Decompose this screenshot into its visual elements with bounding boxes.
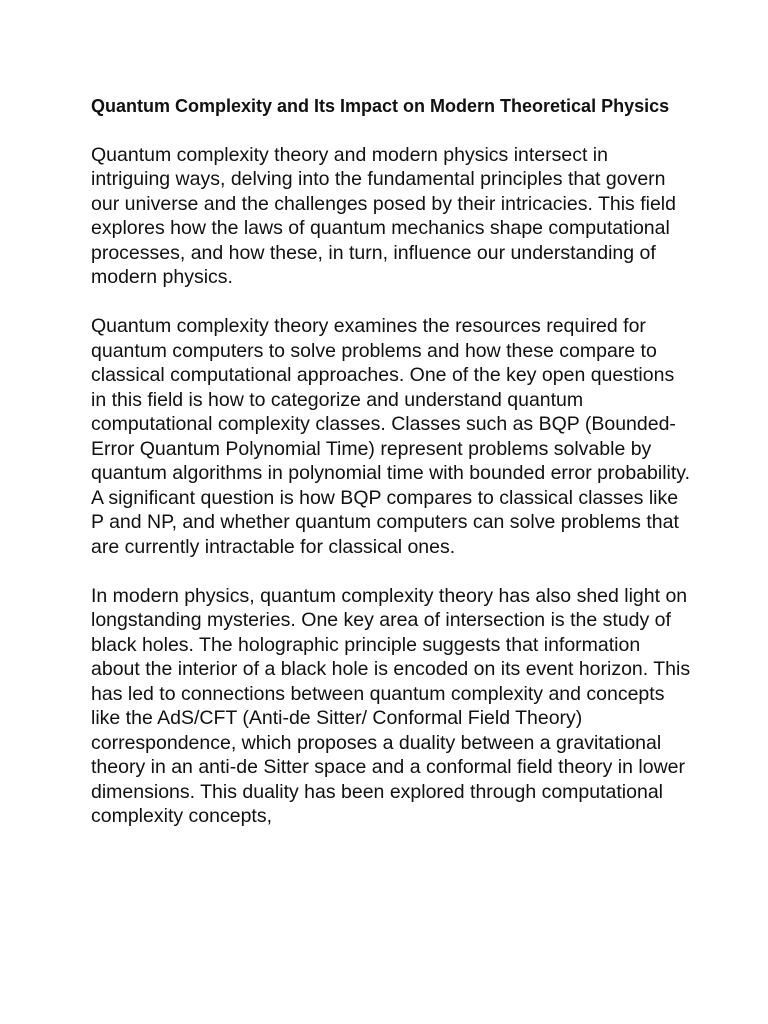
document-page: [91, 94, 691, 853]
paragraph-complexity-classes: Quantum complexity theory examines the resources required for quantum computers to solve problems and how these compare to classical computational approaches. One of the key open questions in this field is how to categorize and understand quantum computational complexity classes. Classes such as BQP (Bounded-Error Quantum Polynomial Time) represent problems solvable by quantum algorithms in polynomial time with bounded error probability. A significant question is how BQP compares to classical classes like P and NP, and whether quantum computers can solve problems that are currently intractable for classical ones.: [91, 315, 691, 558]
document-title: Quantum Complexity and Its Impact on Modern Theoretical Physics: [91, 96, 670, 116]
paragraph-black-holes: In modern physics, quantum complexity theory has also shed light on longstanding mysteries. One key area of intersection is the study of black holes. The holographic principle suggests that information about the interior of a black hole is encoded on its event horizon. This has led to connections between quantum complexity and concepts like the AdS/CFT (Anti-de Sitter/ Conformal Field Theory) correspondence, which proposes a duality between a gravitational theory in an anti-de Sitter space and a conformal field theory in lower dimensions. This duality has been explored through computational complexity concepts,: [91, 584, 691, 827]
paragraph-intro: Quantum complexity theory and modern physics intersect in intriguing ways, delving into the fundamental principles that govern our universe and the challenges posed by their intricacies. This field explores how the laws of quantum mechanics shape computational processes, and how these, in turn, influence our understanding of modern physics.: [91, 143, 676, 288]
